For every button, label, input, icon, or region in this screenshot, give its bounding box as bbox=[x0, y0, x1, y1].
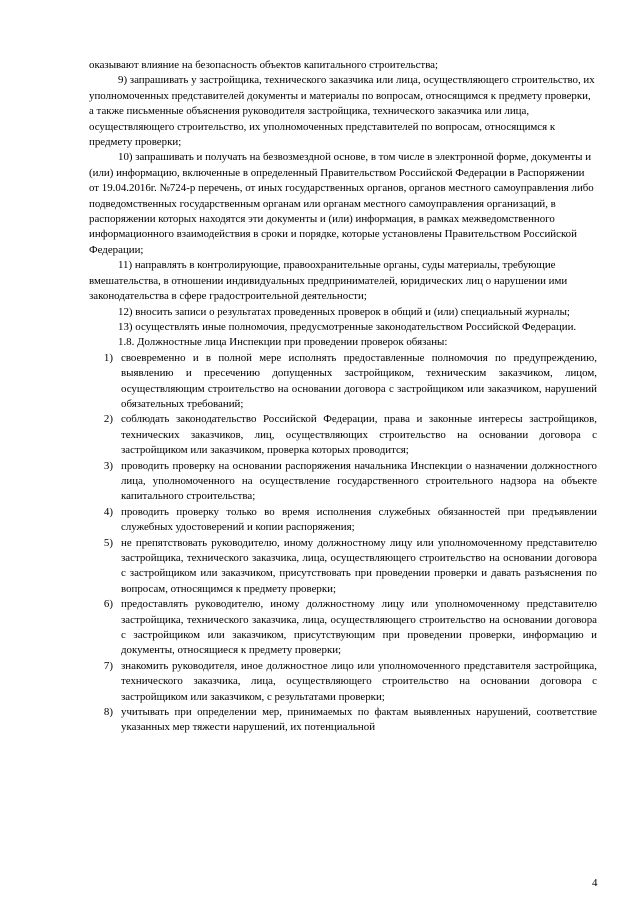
paragraph-item-12: 12) вносить записи о результатах проведенных проверок в общий и (или) специальный журналы; bbox=[118, 305, 570, 318]
list-item bbox=[89, 536, 597, 598]
list-item bbox=[89, 705, 597, 736]
list-item-text: своевременно и в полной мере исполнять предоставленные полномочия по предупреждению, выявлению и пресечению допущенных застройщиком, техническим заказчиком, лицом, осуществляющим строительство на основании договора с застройщиком или заказчиком, нарушений обязательных требований; bbox=[121, 351, 597, 410]
list-item-text: соблюдать законодательство Российской Федерации, права и законные интересы застройщиков, технических заказчиков, лиц, осуществляющих строительство на основании договора с застройщиком или заказчиком, проверка которых проводится; bbox=[121, 413, 597, 457]
list-item-number: 2) bbox=[103, 413, 113, 426]
page-number: 4 bbox=[592, 877, 598, 889]
list-item-text: учитывать при определении мер, принимаемых по фактам выявленных нарушений, соответствие указанных мер тяжести нарушений, их потенциальной bbox=[121, 706, 597, 734]
paragraph-item-9: 9) запрашивать у застройщика, технического заказчика или лица, осуществляющего строительство, их уполномоченных представителей документы и материалы по вопросам, относящимся к предмету проверки, а также письменные объяснения руководителя застройщика, технического заказчика или лица, осуществляющего строительство, их уполномоченных представителей по вопросам, относящимся к предмету проверки; bbox=[89, 74, 595, 149]
list-item-number: 1) bbox=[103, 351, 113, 364]
list-item-number: 6) bbox=[103, 598, 113, 611]
list-item-text: проводить проверку на основании распоряжения начальника Инспекции о назначении должностного лица, уполномоченного на осуществление государственного строительного надзора на объекте капитального строительства; bbox=[121, 459, 597, 503]
paragraph-item-13: 13) осуществлять иные полномочия, предусмотренные законодательством Российской Федерации. bbox=[118, 320, 577, 333]
list-item-number: 5) bbox=[103, 536, 113, 549]
list-item-number: 3) bbox=[103, 459, 113, 472]
list-item bbox=[89, 597, 597, 659]
list-item bbox=[89, 459, 597, 505]
paragraph-continuation: оказывают влияние на безопасность объектов капитального строительства; bbox=[89, 59, 439, 71]
list-item-text: проводить проверку только во время исполнения служебных обязанностей при предъявлении служебных удостоверений и копии распоряжения; bbox=[121, 505, 597, 534]
list-item-text: предоставлять руководителю, иному должностному лицу или уполномоченному представителю застройщика, технического заказчика, лица, осуществляющего строительство на основании договора с застройщиком или заказчиком, присутствующим при проведении проверки, информацию и документы, относящиеся к предмету проверки; bbox=[121, 598, 597, 657]
list-item-number: 7) bbox=[103, 659, 113, 672]
list-item-text: не препятствовать руководителю, иному должностному лицу или уполномоченному представителю застройщика, технического заказчика, лица, осуществляющего строительство на основании договора с застройщиком или заказчиком, присутствовать при проведении проверки и давать разъяснения по вопросам, относящимся к предмету проверки; bbox=[121, 536, 597, 595]
list-item-number: 4) bbox=[103, 505, 113, 518]
list-item bbox=[89, 351, 597, 413]
paragraph-item-11: 11) направлять в контролирующие, правоохранительные органы, суды материалы, требующие вмешательства, в отношении индивидуальных предпринимателей, юридических лиц о нарушении ими законодательства в сфере градостроительной деятельности; bbox=[89, 259, 568, 303]
list-item-text: знакомить руководителя, иное должностное лицо или уполномоченного представителя застройщика, технического заказчика, лица, осуществляющего строительство на основании договора с застройщиком или заказчиком, с результатами проверки; bbox=[121, 659, 597, 703]
list-item bbox=[89, 659, 597, 705]
section-heading-1-8: 1.8. Должностные лица Инспекции при проведении проверок обязаны: bbox=[118, 336, 448, 349]
list-item bbox=[89, 505, 597, 536]
paragraph-item-10: 10) запрашивать и получать на безвозмездной основе, в том числе в электронной форме, документы и (или) информацию, включенные в определенный Правительством Российской Федерации в Распоряжении от 19.04.2016г. №724-р перечень, от иных государственных органов, органов местного самоуправления либо подведомственных государственным органам или органам местного самоуправления организаций, в распоряжении которых находятся эти документы и (или) информация, в рамках межведомственного информационного взаимодействия в сроки и порядке, которые установлены Правительством Российской Федерации; bbox=[89, 151, 594, 256]
list-item-number: 8) bbox=[103, 706, 113, 719]
duties-list bbox=[89, 351, 597, 736]
list-item bbox=[89, 412, 597, 458]
page-body bbox=[89, 58, 597, 736]
